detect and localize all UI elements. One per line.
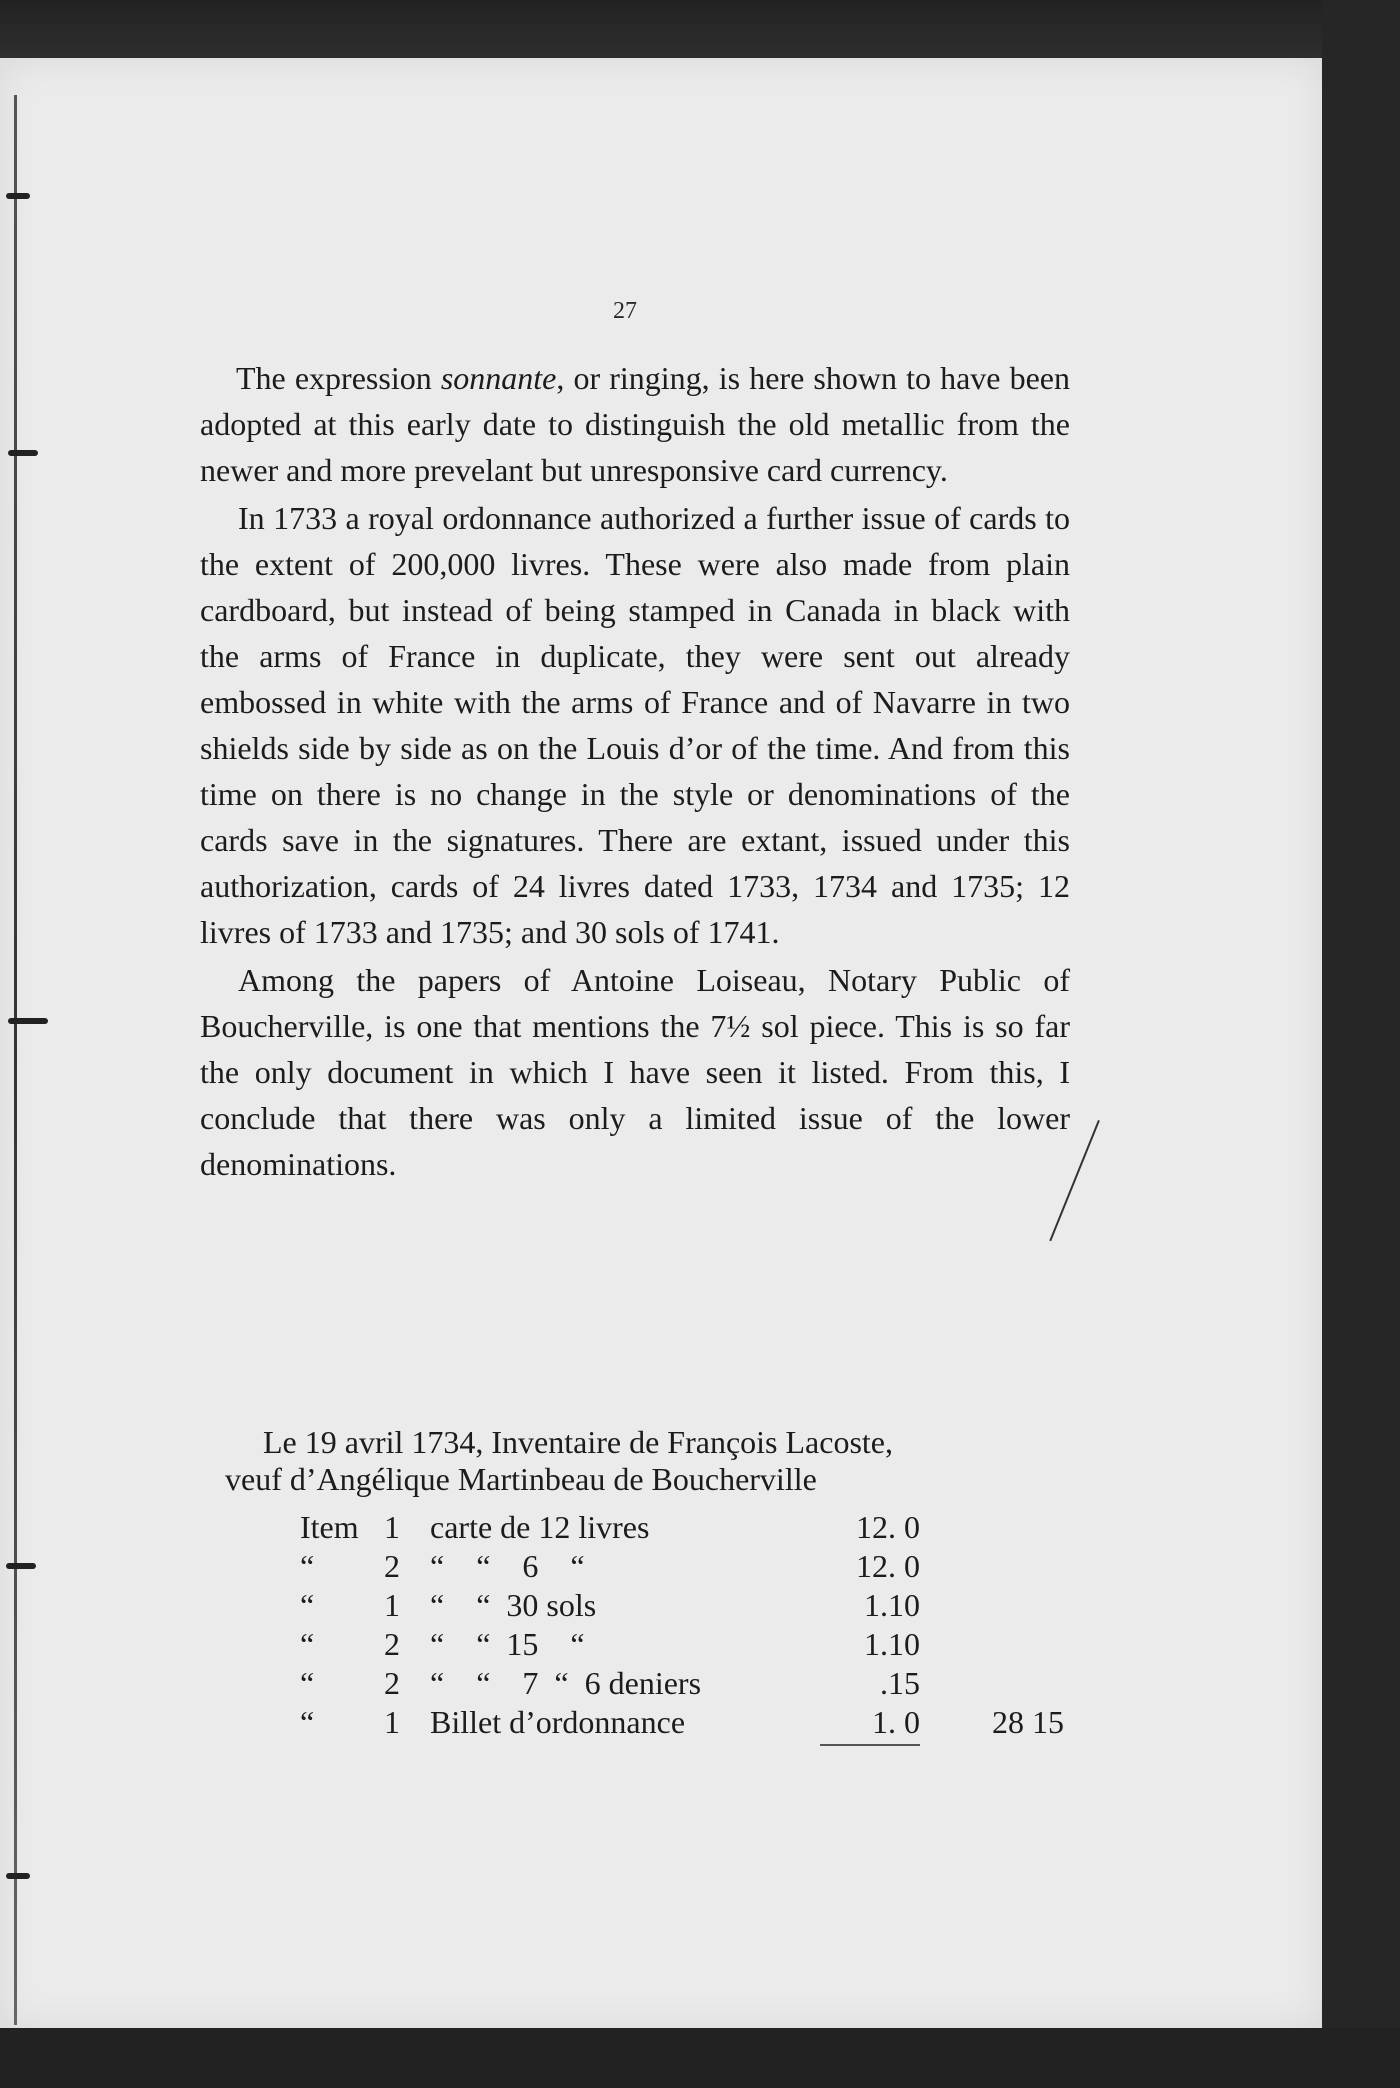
italic-term: sonnante [440,360,557,396]
paragraph-1-rest: , or ringing, is here shown to have been adopted at this early date to distinguish the old metallic from the newer and more prevelant but unresponsive card currency. [200,360,1071,488]
row-quantity: 1 [384,1704,400,1740]
row-quantity: 2 [384,1548,400,1584]
binding-stitch [8,1018,48,1024]
scan-border-bottom [0,2028,1400,2088]
inventory-heading-line-1: Le 19 avril 1734, Inventaire de François Lacoste, [263,1424,893,1460]
scan-border-right [1322,0,1400,2088]
row-amount: .15 [880,1665,920,1701]
inventory-heading [225,1424,1105,1498]
row-item: “ [300,1665,315,1701]
row-amount: 1.10 [864,1626,920,1662]
row-item: “ [300,1587,315,1623]
inventory-row [300,1508,1100,1547]
binding-stitch [6,1563,36,1569]
row-description: Billet d’ordonnance [430,1704,686,1740]
row-amount: 12. 0 [856,1509,920,1545]
inventory-heading-line-2: veuf d’Angélique Martinbeau de Boucherville [225,1461,817,1497]
row-description: “ “ 15 “ [430,1626,585,1662]
body-text [200,355,1070,1189]
inventory-row [300,1703,1100,1742]
binding-edge [14,95,17,2025]
row-amount: 1. 0 [820,1703,920,1746]
row-quantity: 1 [384,1509,400,1545]
paragraph-1 [200,355,1070,493]
inventory-row [300,1547,1100,1586]
row-quantity: 2 [384,1665,400,1701]
paragraph-1-start: The expression [236,360,441,396]
row-description: “ “ 7 “ 6 deniers [430,1665,702,1701]
paragraph-2: In 1733 a royal ordonnance authorized a further issue of cards to the extent of 200,000 livres. These were also made from plain cardboard, but instead of being stamped in Canada in black with the arms of France in duplicate, they were sent out already embossed in white with the arms of France and of Navarre in two shields side by side as on the Louis d’or of the time. And from this time on there is no change in the style or denominations of the cards save in the signatures. There are extant, issued under this authorization, cards of 24 livres dated 1733, 1734 and 1735; 12 livres of 1733 and 1735; and 30 sols of 1741. [200,500,1070,950]
binding-stitch [6,1873,30,1879]
paragraph-3: Among the papers of Antoine Loiseau, Notary Public of Boucherville, is one that mentions the 7½ sol piece. This is so far the only document in which I have seen it listed. From this, I conclude that there was only a limited issue of the lower denominations. [200,962,1070,1182]
binding-stitch [8,450,38,456]
row-item: “ [300,1548,315,1584]
row-quantity: 2 [384,1626,400,1662]
row-description: “ “ 30 sols [430,1587,597,1623]
row-amount: 12. 0 [856,1548,920,1584]
inventory-row [300,1664,1100,1703]
row-item: “ [300,1626,315,1662]
row-description: carte de 12 livres [430,1509,650,1545]
inventory-row [300,1586,1100,1625]
inventory-row [300,1625,1100,1664]
row-item: Item [300,1509,359,1545]
inventory-total: 28 15 [992,1704,1064,1740]
row-quantity: 1 [384,1587,400,1623]
page-number: 27 [613,298,637,324]
row-amount: 1.10 [864,1587,920,1623]
inventory-table [300,1508,1100,1742]
row-item: “ [300,1704,315,1740]
row-description: “ “ 6 “ [430,1548,585,1584]
binding-stitch [6,193,30,199]
